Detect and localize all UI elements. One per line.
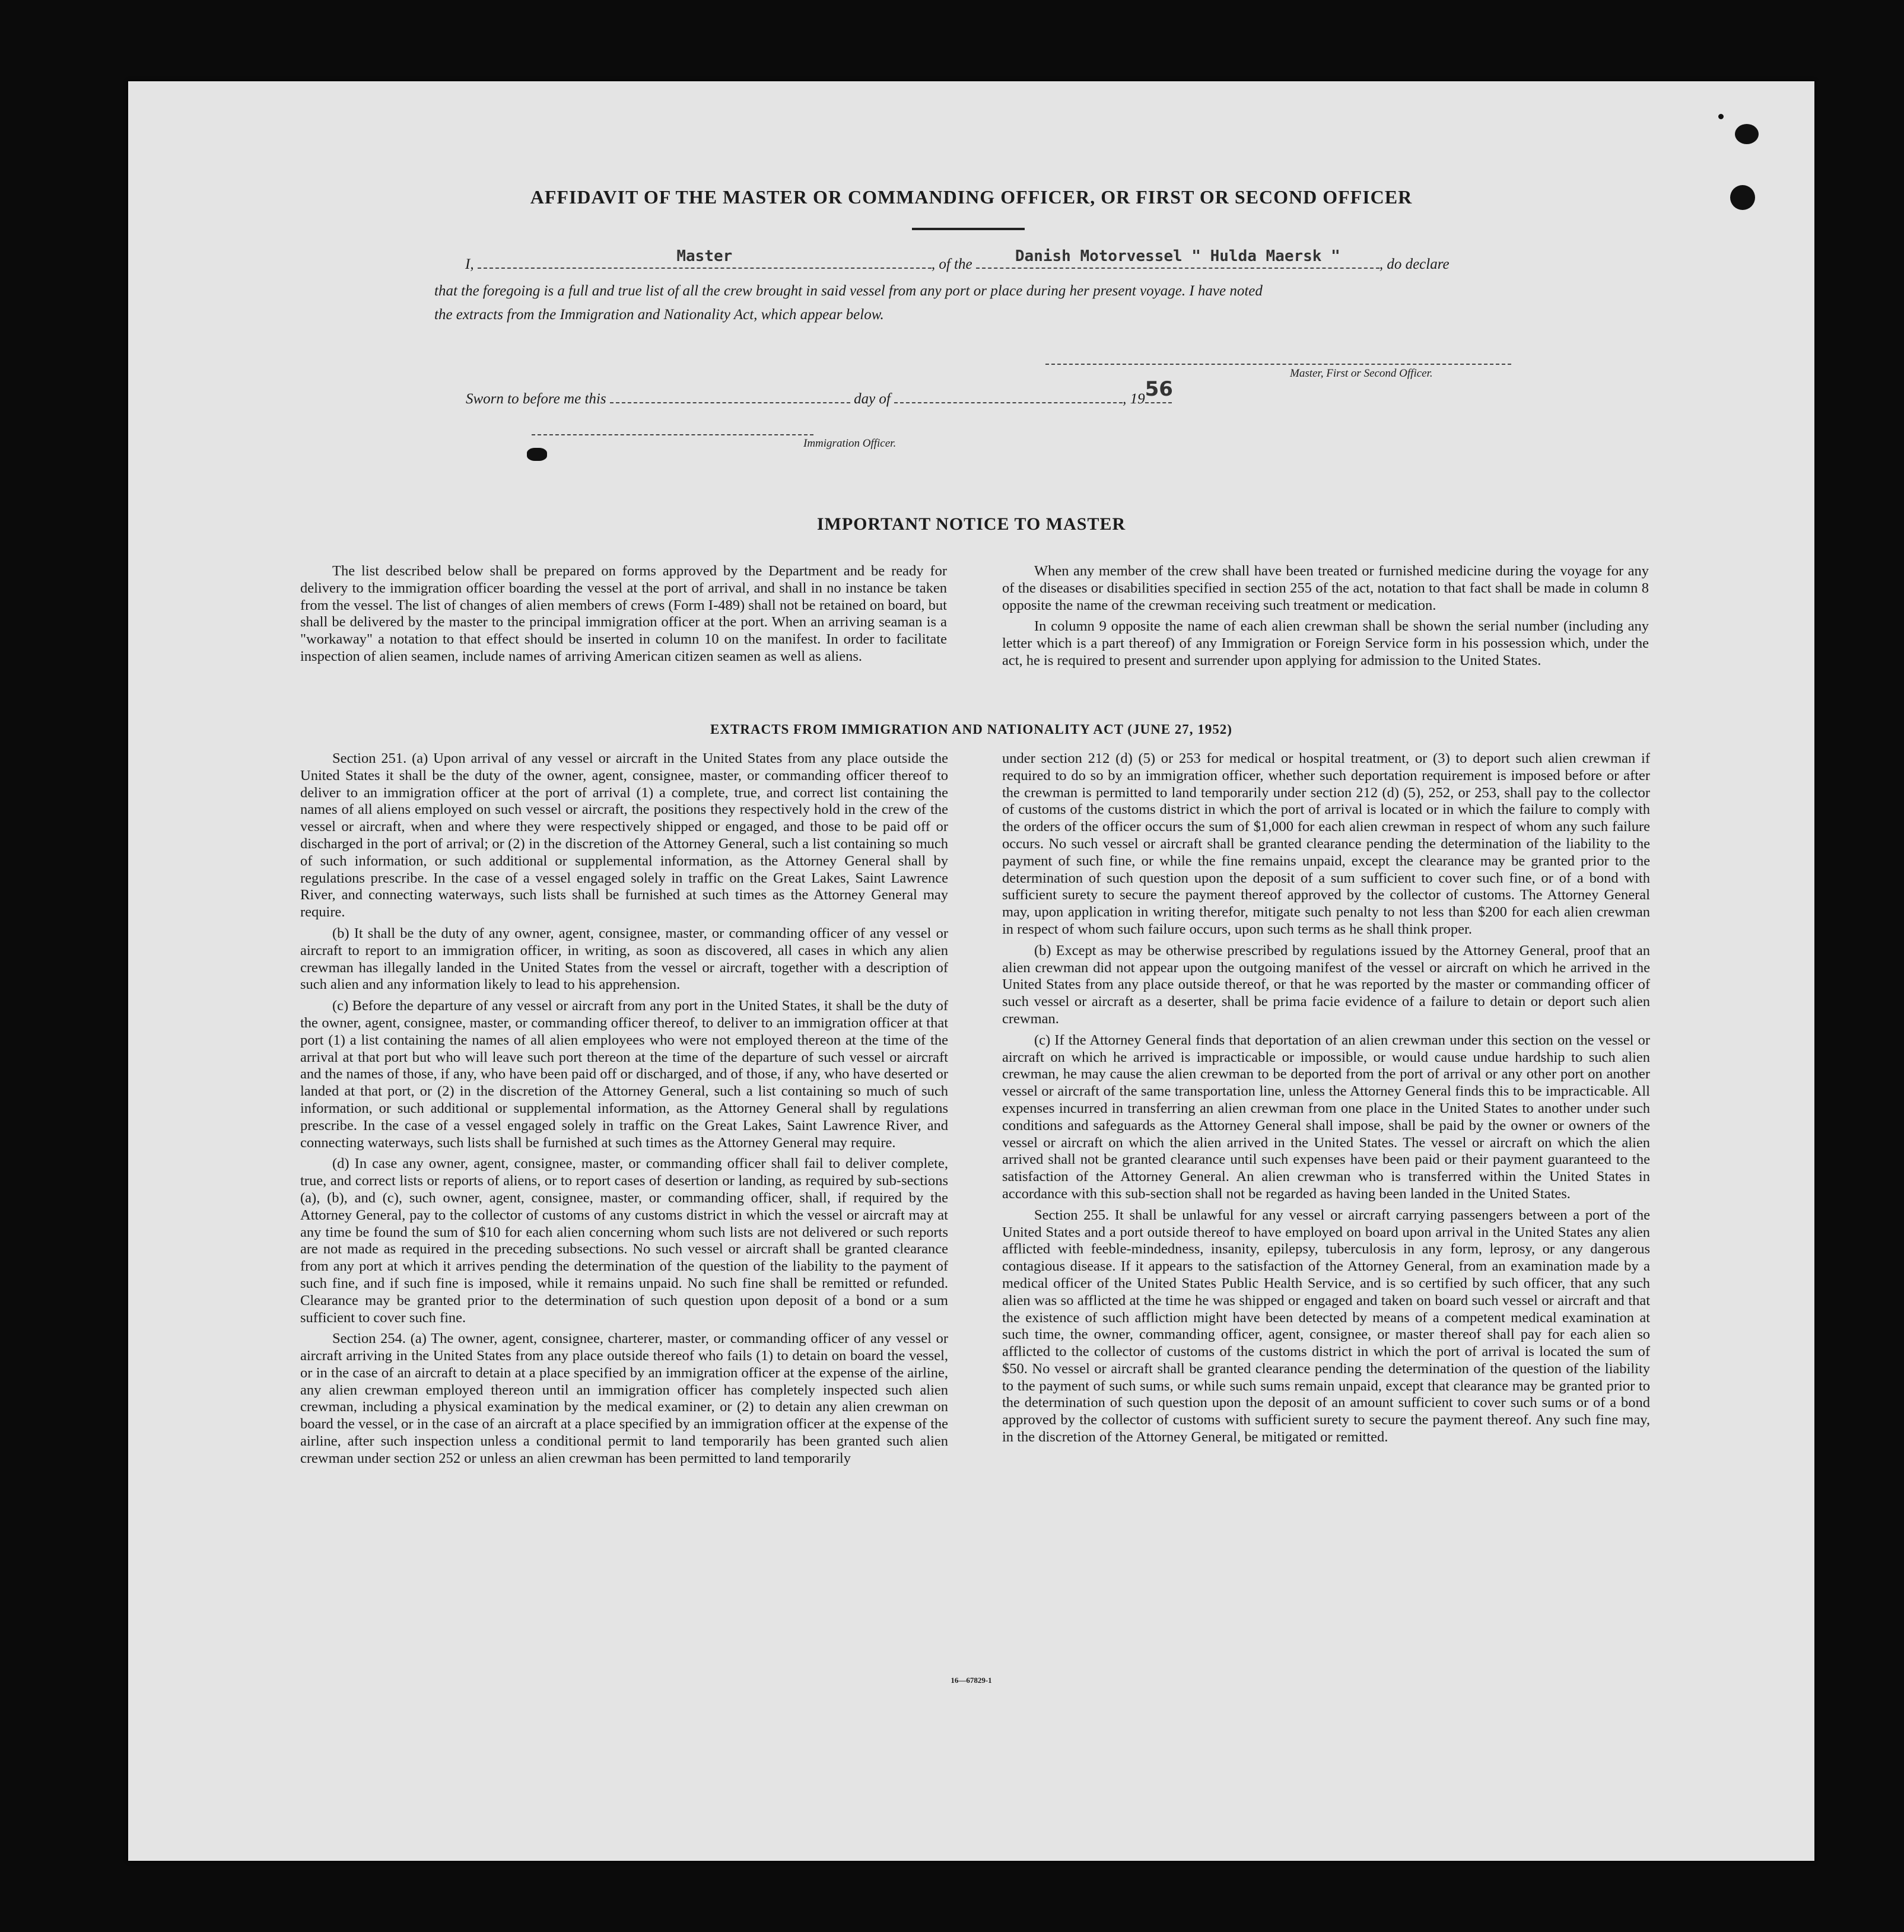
ink-blot [1735, 124, 1759, 144]
year-prefix: , 19 [1123, 391, 1145, 407]
declaration-line-3: the extracts from the Immigration and Nationality Act, which appear below. [434, 307, 884, 323]
notice-right-column [1002, 563, 1649, 674]
line1-suffix: , do declare [1379, 256, 1450, 272]
extract-paragraph: (d) In case any owner, agent, consignee, master, or commanding officer shall fail to deliver complete, true, and correct lists or reports of aliens, or to report cases of desertion or landing, as required by sub-sections (a), (b), and (c), such owner, agent, consignee, master, or commanding officer, shall, if required by the Attorney General, pay to the collector of customs of any customs district in which the vessel or aircraft may at any time be found the sum of $10 for each alien concerning whom such lists are not delivered or such reports are not made as required in the preceding subsections. No such vessel or aircraft shall be granted clearance from any port at which it arrives pending the determination of the question of the liability to the payment of such fine, and if such fine is imposed, while it remains unpaid. No such fine shall be remitted or refunded. Clearance may be granted prior to the determination of such question upon deposit of a bond or a sum sufficient to cover such fine. [300, 1156, 948, 1326]
master-signature-line[interactable] [1045, 364, 1511, 365]
affidavit-title: AFFIDAVIT OF THE MASTER OR COMMANDING OFFICER, OR FIRST OR SECOND OFFICER [530, 186, 1413, 208]
extract-paragraph: under section 212 (d) (5) or 253 for medical or hospital treatment, or (3) to deport such alien crewman if required to do so by an immigration officer, whether such deportation requirement is imposed before or after the crewman is permitted to land temporarily under section 212 (d) (5), 252, or 253, shall pay to the collector of customs of the customs district in which the port of arrival is located or in which the failure to comply with the orders of the officer occurs the sum of $1,000 for each alien crewman in respect of whom any such failure occurs. No such vessel or aircraft shall be granted clearance pending the determination of the liability to the payment of such fine, or while the fine remains unpaid, except the clearance may be granted prior to the determination of such question upon the deposit of a sum sufficient to cover such fine, or of a bond with sufficient surety to secure the payment thereof approved by the collector of customs. The Attorney General may, upon application in writing therefor, mitigate such penalty to not less than $200 for each alien crewman in respect of whom such failure occurs, upon such terms as he shall think proper. [1002, 750, 1650, 937]
document-page [128, 81, 1814, 1861]
sworn-day-field[interactable] [610, 387, 850, 403]
extracts-title: EXTRACTS FROM IMMIGRATION AND NATIONALITY ACT (JUNE 27, 1952) [710, 722, 1232, 737]
declarant-value: Master [676, 247, 733, 265]
ink-blot [1718, 114, 1724, 119]
vessel-field[interactable] [976, 247, 1379, 269]
officer-signature-label: Immigration Officer. [803, 437, 897, 450]
extract-paragraph: (b) It shall be the duty of any owner, agent, consignee, master, or commanding officer of any vessel or aircraft to report to an immigration officer, in writing, as soon as discovered, all cases in which any alien crewman has illegally landed in the United States from the vessel or aircraft, together with a description of such alien and any information likely to lead to his apprehension. [300, 925, 948, 993]
extract-paragraph: (b) Except as may be otherwise prescribed by regulations issued by the Attorney General, proof that an alien crewman did not appear upon the outgoing manifest of the vessel or aircraft on which he arrived in the United States from any place outside thereof, or that he was reported by the master or commanding officer of such vessel or aircraft as a deserter, shall be prima facie evidence of a failure to detain or deport such alien crewman. [1002, 942, 1650, 1027]
ink-mark [527, 448, 547, 461]
form-number: 16—67829-1 [951, 1676, 992, 1685]
declarant-field[interactable] [478, 247, 932, 269]
extract-paragraph: Section 254. (a) The owner, agent, consignee, charterer, master, or commanding officer of any vessel or aircraft arriving in the United States from any place outside thereof who fails (1) to detain on board the vessel, or in the case of an aircraft to detain at a place specified by an immigration officer at the expense of the airline, any alien crewman employed thereon until an immigration officer has completely inspected such alien crewman, including a physical examination by the medical examiner, or (2) to detain any alien crewman on board the vessel, or in the case of an aircraft at a place specified by an immigration officer at the expense of the airline, after such inspection unless a conditional permit to land temporarily has been granted such alien crewman under section 252 or unless an alien crewman has been permitted to land temporarily [300, 1331, 948, 1466]
extract-paragraph: (c) If the Attorney General finds that deportation of an alien crewman under this section on the vessel or aircraft on which he arrived is impracticable or impossible, or would cause undue hardship to such alien crewman, he may cause the alien crewman to be deported from the port of arrival or any other port on another vessel or aircraft of the same transportation line, unless the Attorney General finds this to be impracticable. All expenses incurred in transferring an alien crewman from one place in the United States to another under such conditions and safeguards as the Attorney General shall impose, shall be paid by the owner or owners of the vessel or aircraft on which the alien arrived in the United States. The vessel or aircraft on which the alien arrived shall not be granted clearance until such expenses have been paid or their payment guaranteed to the satisfaction of the Attorney General. An alien crewman who is transferred within the United States in accordance with this sub-section shall not be regarded as having been landed in the United States. [1002, 1032, 1650, 1202]
notice-left-column [300, 563, 947, 670]
officer-signature-line[interactable] [532, 434, 813, 435]
notice-right-paragraph-1: When any member of the crew shall have been treated or furnished medicine during the voyage for any of the diseases or disabilities specified in section 255 of the act, notation to that fact shall be made in column 8 opposite the name of the crewman receiving such treatment or medication. [1002, 563, 1649, 613]
master-signature-label: Master, First or Second Officer. [1290, 367, 1433, 380]
notice-title: IMPORTANT NOTICE TO MASTER [816, 514, 1126, 534]
extract-paragraph: (c) Before the departure of any vessel or aircraft from any port in the United States, it shall be the duty of the owner, agent, consignee, master, or commanding officer thereof, to deliver to an immigration officer at that port (1) a list containing the names of all alien employees who were not employed thereon at the time of the arrival at that port but who will leave such port thereon at the time of the departure of such vessel or aircraft and the names of those, if any, who have been paid off or discharged, and of those, if any, who have deserted or landed at that port, or (2) in the discretion of the Attorney General, such a list containing so much of such information, or such additional or supplemental information, as the Attorney General shall by regulations prescribe. In the case of a vessel engaged solely in traffic on the Great Lakes, Saint Lawrence River, and connecting waterways, such lists shall be furnished at such times as the Attorney General may require. [300, 998, 948, 1151]
title-divider [912, 228, 1025, 230]
vessel-value: Danish Motorvessel " Hulda Maersk " [1015, 247, 1340, 265]
declaration-line-1 [465, 247, 1450, 273]
sworn-line [466, 377, 1173, 408]
notice-left-paragraph: The list described below shall be prepared on forms approved by the Department and be ready for delivery to the immigration officer boarding the vessel at the port of arrival, and shall in no instance be taken from the vessel. The list of changes of alien members of crews (Form I-489) shall not be retained on board, but shall be delivered by the master to the principal immigration officer at the port. When an arriving seaman is a "workaway" a notation to that effect should be inserted in column 10 on the manifest. In order to facilitate inspection of alien seamen, include names of arriving American citizen seamen as well as aliens. [300, 563, 947, 664]
extracts-left-column [300, 750, 948, 1472]
notice-right-paragraph-2: In column 9 opposite the name of each alien crewman shall be shown the serial number (including any letter which is a part thereof) of any Immigration or Foreign Service form in his possession which, under the act, he is required to present and surrender upon applying for admission to the United States. [1002, 618, 1649, 669]
sworn-month-field[interactable] [894, 387, 1123, 403]
sworn-year-field[interactable] [1145, 377, 1173, 403]
declaration-line-2: that the foregoing is a full and true list of all the crew brought in said vessel from any port or place during her present voyage. I have noted [434, 283, 1263, 299]
extract-paragraph: Section 251. (a) Upon arrival of any vessel or aircraft in the United States from any place outside the United States it shall be the duty of the owner, agent, consignee, master, or commanding officer thereof to deliver to an immigration officer at the port of arrival (1) a complete, true, and correct list containing the names of all aliens employed on such vessel or aircraft, the positions they respectively hold in the crew of the vessel or aircraft, when and where they were respectively shipped or engaged, and those to be paid off or discharged in the port of arrival; or (2) in the discretion of the Attorney General, such a list containing so much of such information, or such additional or supplemental information, as the Attorney General shall by regulations prescribe. In the case of a vessel engaged solely in traffic on the Great Lakes, Saint Lawrence River, and connecting waterways, such lists shall be furnished at such times as the Attorney General may require. [300, 750, 948, 921]
extracts-right-column [1002, 750, 1650, 1450]
line1-prefix: I, [465, 256, 474, 272]
year-handwritten: 56 [1145, 377, 1173, 401]
extract-paragraph: Section 255. It shall be unlawful for any vessel or aircraft carrying passengers between a port of the United States and a port outside thereof to have employed on board upon arrival in the United States any alien afflicted with feeble-mindedness, insanity, epilepsy, tuberculosis in any form, leprosy, or any dangerous contagious disease. If it appears to the satisfaction of the Attorney General, from an examination made by a medical officer of the United States Public Health Service, and is so certified by such officer, that any such alien was so afflicted at the time he was shipped or engaged and taken on board such vessel or aircraft and that the existence of such affliction might have been detected by means of a competent medical examination at such time, the owner, commanding officer, agent, consignee, or master thereof shall pay for each alien so afflicted to the collector of customs of the customs district in which the port of arrival is located the sum of $50. No vessel or aircraft shall be granted clearance pending the determination of the question of the liability to the payment of such sums, or while such sums remain unpaid, except that clearance may be granted prior to the determination of such question upon the deposit of an amount sufficient to cover such sums or of a bond approved by the collector of customs with sufficient surety to secure the payment thereof. Any such fine may, in the discretion of the Attorney General, be mitigated or remitted. [1002, 1207, 1650, 1446]
day-of-label: day of [854, 391, 891, 407]
sworn-prefix: Sworn to before me this [466, 391, 606, 407]
line1-mid: , of the [931, 256, 972, 272]
